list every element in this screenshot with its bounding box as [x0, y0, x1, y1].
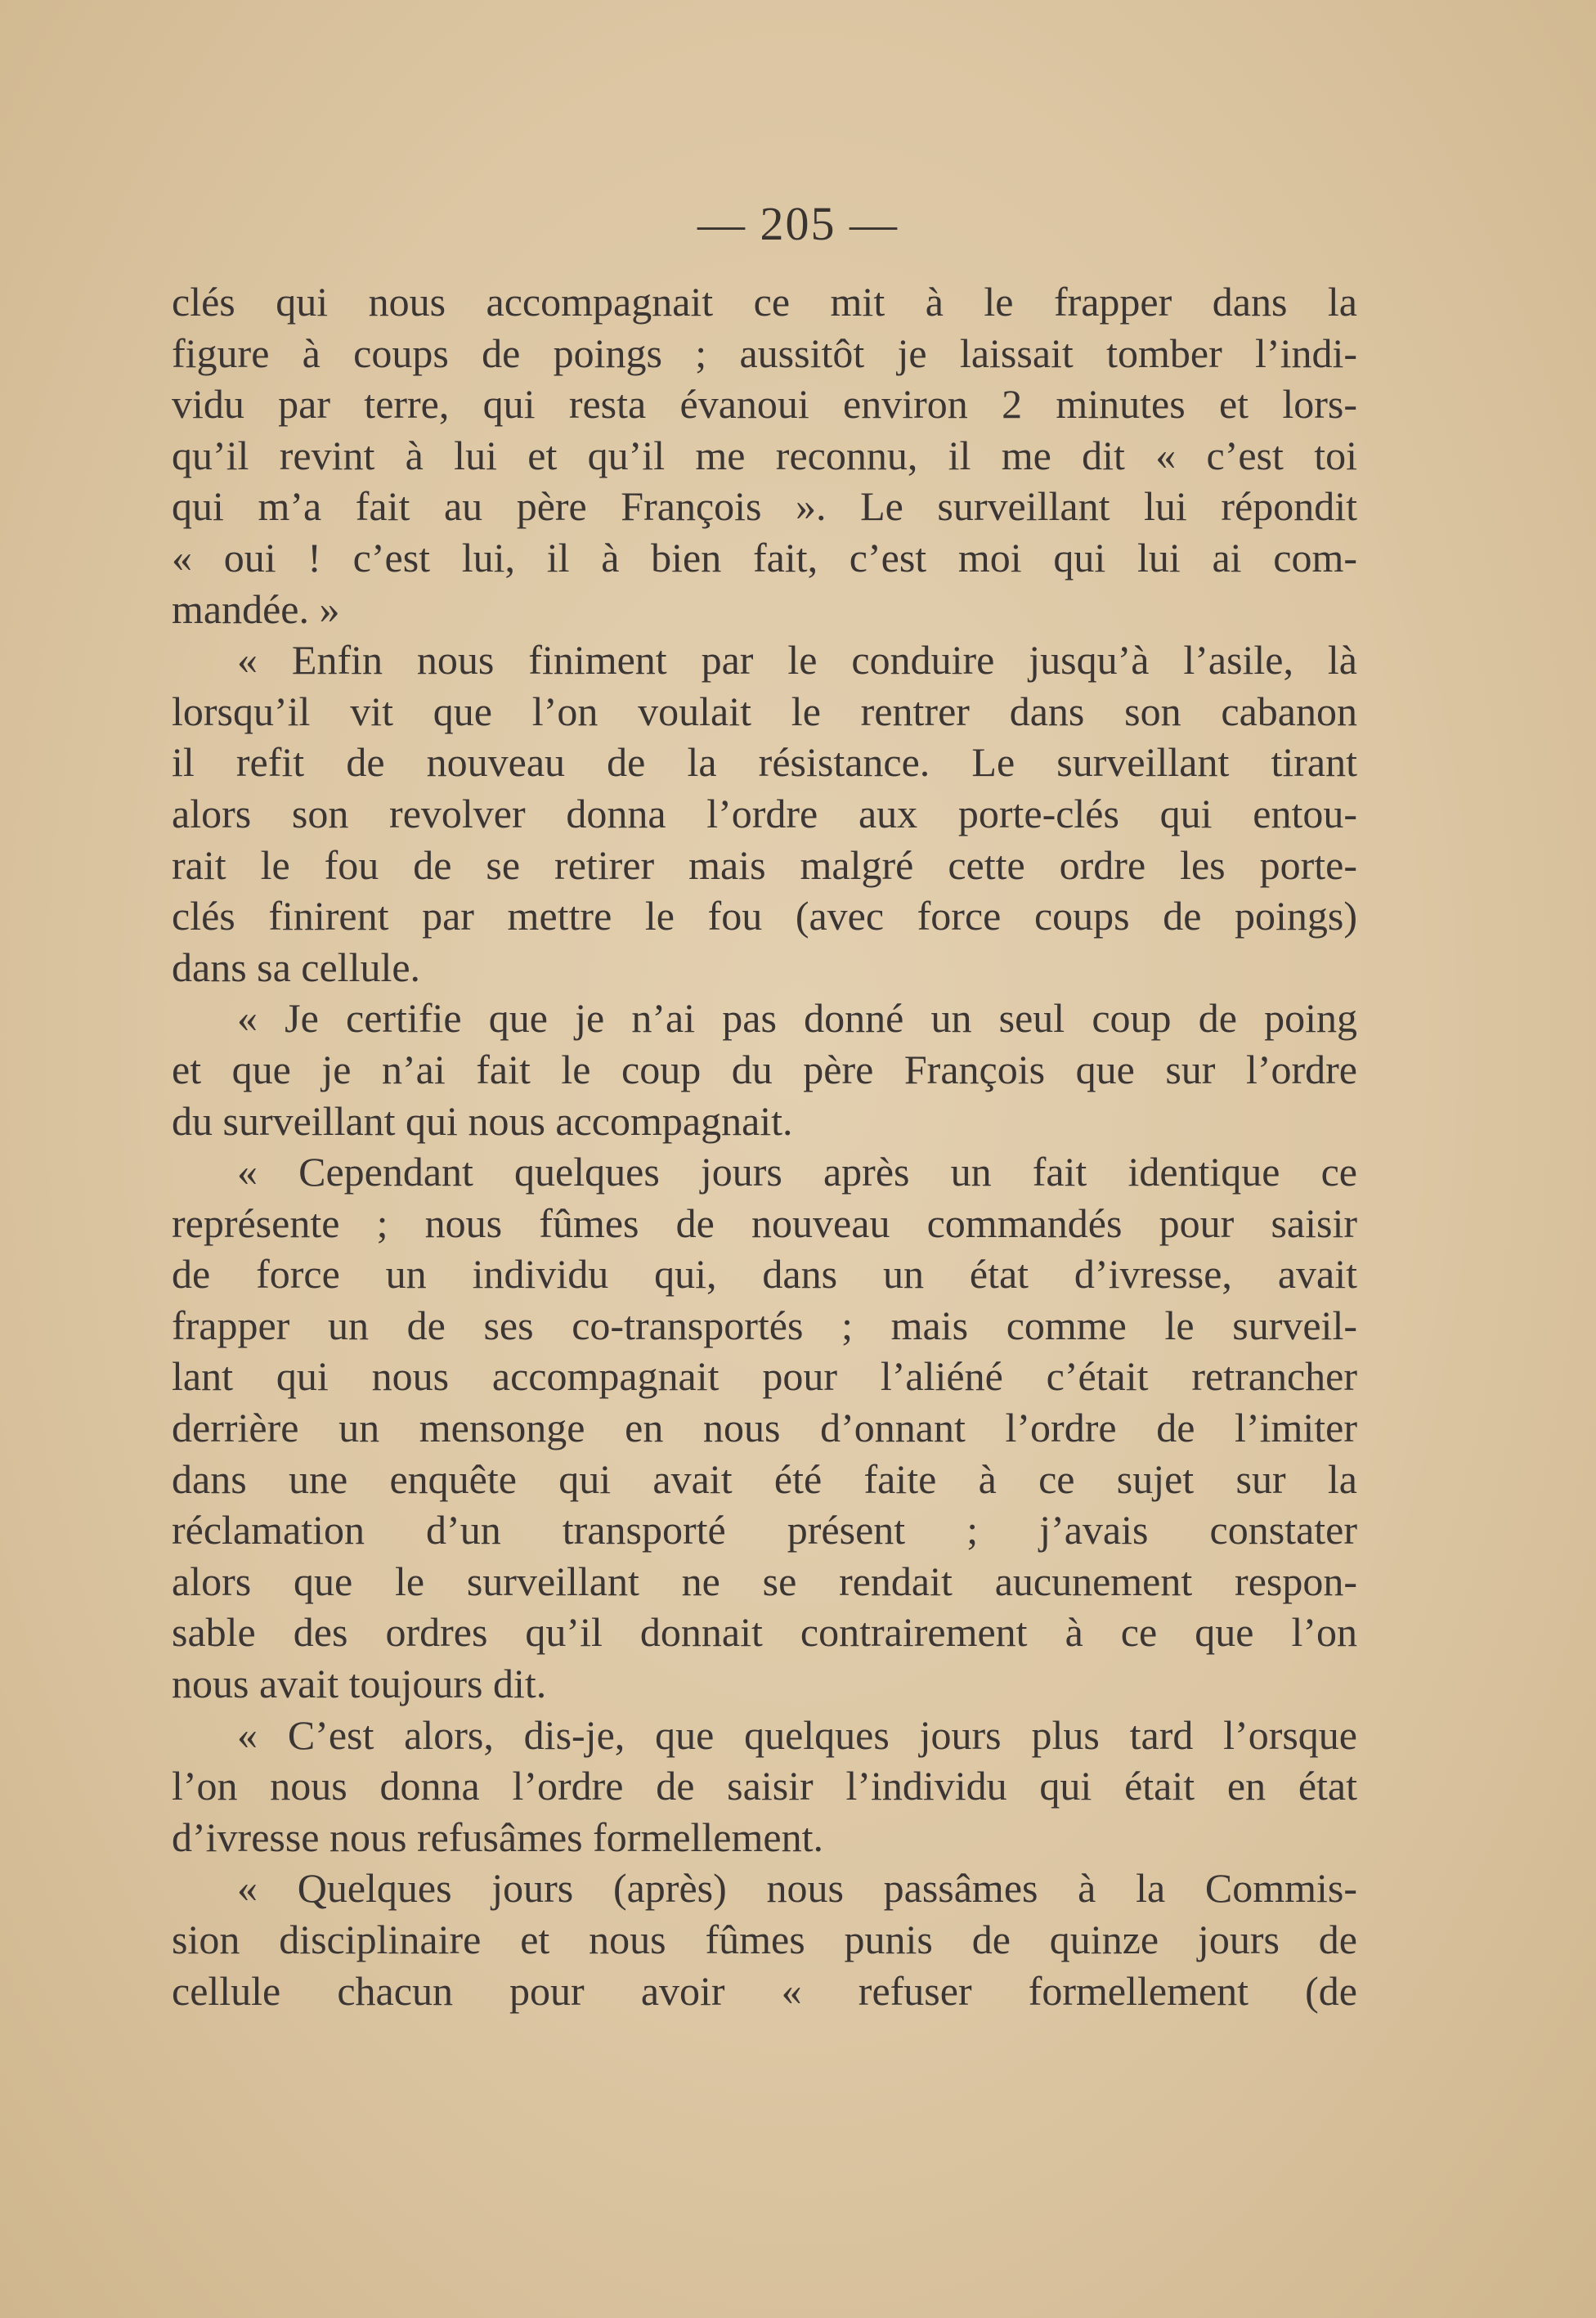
text-line: « Je certifie que je n’ai pas donné un seul coup de poing: [237, 995, 1357, 1042]
text-line: clés finirent par mettre le fou (avec force coups de poings): [172, 893, 1357, 939]
text-line: et que je n’ai fait le coup du père François que sur l’ordre: [172, 1046, 1357, 1092]
text-line: nous avait toujours dit.: [172, 1661, 547, 1707]
text-line: « Enfin nous finiment par le conduire jusqu’à l’asile, là: [237, 637, 1357, 684]
page-number: — 205 —: [697, 197, 899, 250]
text-line: rait le fou de se retirer mais malgré cette ordre les porte-: [172, 841, 1357, 888]
text-line: qu’il revint à lui et qu’il me reconnu, il me dit « c’est toi: [172, 432, 1357, 478]
body-text: [172, 276, 1357, 2016]
text-line: sable des ordres qu’il donnait contrairement à ce que l’on: [172, 1609, 1357, 1656]
text-line: « Cependant quelques jours après un fait identique ce: [237, 1149, 1357, 1195]
text-line: derrière un mensonge en nous d’onnant l’ordre de l’imiter: [172, 1405, 1357, 1451]
text-line: réclamation d’un transporté présent ; j’avais constater: [172, 1507, 1357, 1554]
text-line: « Quelques jours (après) nous passâmes à la Commis-: [237, 1865, 1357, 1912]
text-line: alors son revolver donna l’ordre aux porte-clés qui entou-: [172, 790, 1357, 836]
text-line: alors que le surveillant ne se rendait aucunement respon-: [172, 1558, 1357, 1604]
text-line: sion disciplinaire et nous fûmes punis de quinze jours de: [172, 1917, 1357, 1962]
text-line: cellule chacun pour avoir « refuser formellement (de: [172, 1967, 1357, 2014]
text-line: lorsqu’il vit que l’on voulait le rentrer dans son cabanon: [172, 688, 1357, 734]
text-line: il refit de nouveau de la résistance. Le surveillant tirant: [172, 739, 1357, 786]
text-line: « oui ! c’est lui, il à bien fait, c’est moi qui lui ai com-: [172, 534, 1357, 581]
text-line: clés qui nous accompagnait ce mit à le frapper dans la: [172, 279, 1357, 325]
text-line: d’ivresse nous refusâmes formellement.: [172, 1814, 823, 1860]
text-line: dans sa cellule.: [172, 944, 421, 990]
text-line: qui m’a fait au père François ». Le surveillant lui répondit: [172, 483, 1357, 530]
text-line: mandée. »: [172, 585, 340, 632]
text-line: frapper un de ses co-transportés ; mais comme le surveil-: [172, 1302, 1357, 1348]
text-line: représente ; nous fûmes de nouveau commandés pour saisir: [172, 1199, 1357, 1246]
text-line: « C’est alors, dis-je, que quelques jours plus tard l’orsque: [237, 1711, 1357, 1758]
text-line: l’on nous donna l’ordre de saisir l’individu qui était en état: [172, 1763, 1357, 1809]
text-line: du surveillant qui nous accompagnait.: [172, 1097, 793, 1144]
text-line: vidu par terre, qui resta évanoui environ 2 minutes et lors-: [172, 381, 1357, 428]
text-line: lant qui nous accompagnait pour l’aliéné c’était retrancher: [172, 1353, 1357, 1400]
text-line: de force un individu qui, dans un état d’ivresse, avait: [172, 1251, 1357, 1298]
text-line: figure à coups de poings ; aussitôt je laissait tomber l’indi-: [172, 330, 1357, 376]
text-line: dans une enquête qui avait été faite à ce sujet sur la: [172, 1455, 1357, 1502]
